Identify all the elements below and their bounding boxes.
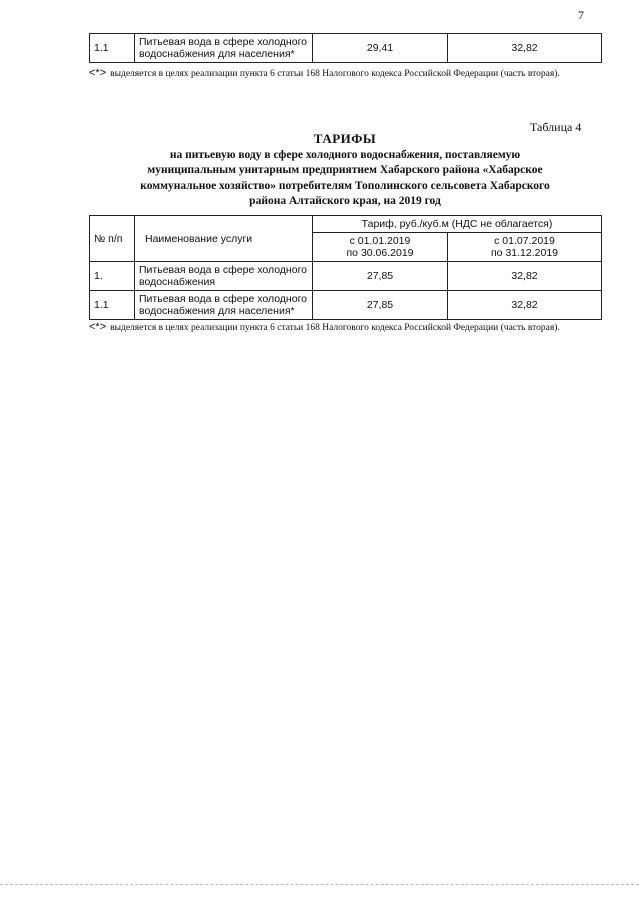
footnote — [89, 66, 601, 81]
tariff-value-period-2: 32,82 — [448, 291, 602, 320]
period-1-to: по 30.06.2019 — [346, 247, 414, 260]
header-period-1 — [313, 233, 448, 262]
footnote — [89, 320, 601, 335]
row-number: 1.1 — [90, 291, 135, 320]
tariff-value-period-2: 32,82 — [448, 34, 602, 63]
service-name: Питьевая вода в сфере холодного водоснабжения для населения* — [135, 34, 313, 63]
tariff-value-period-1: 27,85 — [313, 291, 448, 320]
title-line: муниципальным унитарным предприятием Хабарского района «Хабарское — [147, 164, 543, 177]
period-2-to: по 31.12.2019 — [491, 247, 558, 260]
title-heading: ТАРИФЫ — [313, 131, 377, 146]
footnote-text: выделяется в целях реализации пункта 6 статьи 168 Налогового кодекса Российской Федерации (часть вторая). — [110, 69, 560, 79]
title-line: на питьевую воду в сфере холодного водоснабжения, поставляемую — [169, 149, 521, 162]
footnote-text: выделяется в целях реализации пункта 6 статьи 168 Налогового кодекса Российской Федерации (часть вторая). — [110, 323, 560, 333]
table-caption: Таблица 4 — [530, 120, 582, 134]
tariff-table — [89, 215, 602, 320]
table-row — [90, 291, 602, 320]
row-number: 1.1 — [90, 34, 135, 63]
row-number: 1. — [90, 262, 135, 291]
footnote-mark: <*> — [89, 67, 107, 79]
table-header-row — [90, 216, 602, 233]
tariff-value-period-2: 32,82 — [448, 262, 602, 291]
header-number: № п/п — [90, 216, 135, 262]
period-1-from: с 01.01.2019 — [349, 235, 411, 248]
period-2-from: с 01.07.2019 — [494, 235, 555, 248]
header-service-name: Наименование услуги — [135, 216, 313, 262]
tariff-value-period-1: 29,41 — [313, 34, 448, 63]
table-row — [90, 34, 602, 63]
footnote-mark: <*> — [89, 321, 107, 333]
header-tariff: Тариф, руб./куб.м (НДС не облагается) — [313, 216, 602, 233]
tariff-table-continuation — [89, 33, 602, 63]
service-name: Питьевая вода в сфере холодного водоснабжения — [135, 262, 313, 291]
page-number: 7 — [578, 8, 584, 22]
table-title — [89, 130, 601, 209]
service-name: Питьевая вода в сфере холодного водоснабжения для населения* — [135, 291, 313, 320]
table-row — [90, 262, 602, 291]
title-line: коммунальное хозяйство» потребителям Тополинского сельсовета Хабарского — [140, 179, 550, 192]
scan-edge-divider — [0, 884, 639, 885]
title-line: района Алтайского края, на 2019 год — [249, 194, 441, 207]
tariff-value-period-1: 27,85 — [313, 262, 448, 291]
header-period-2 — [448, 233, 602, 262]
